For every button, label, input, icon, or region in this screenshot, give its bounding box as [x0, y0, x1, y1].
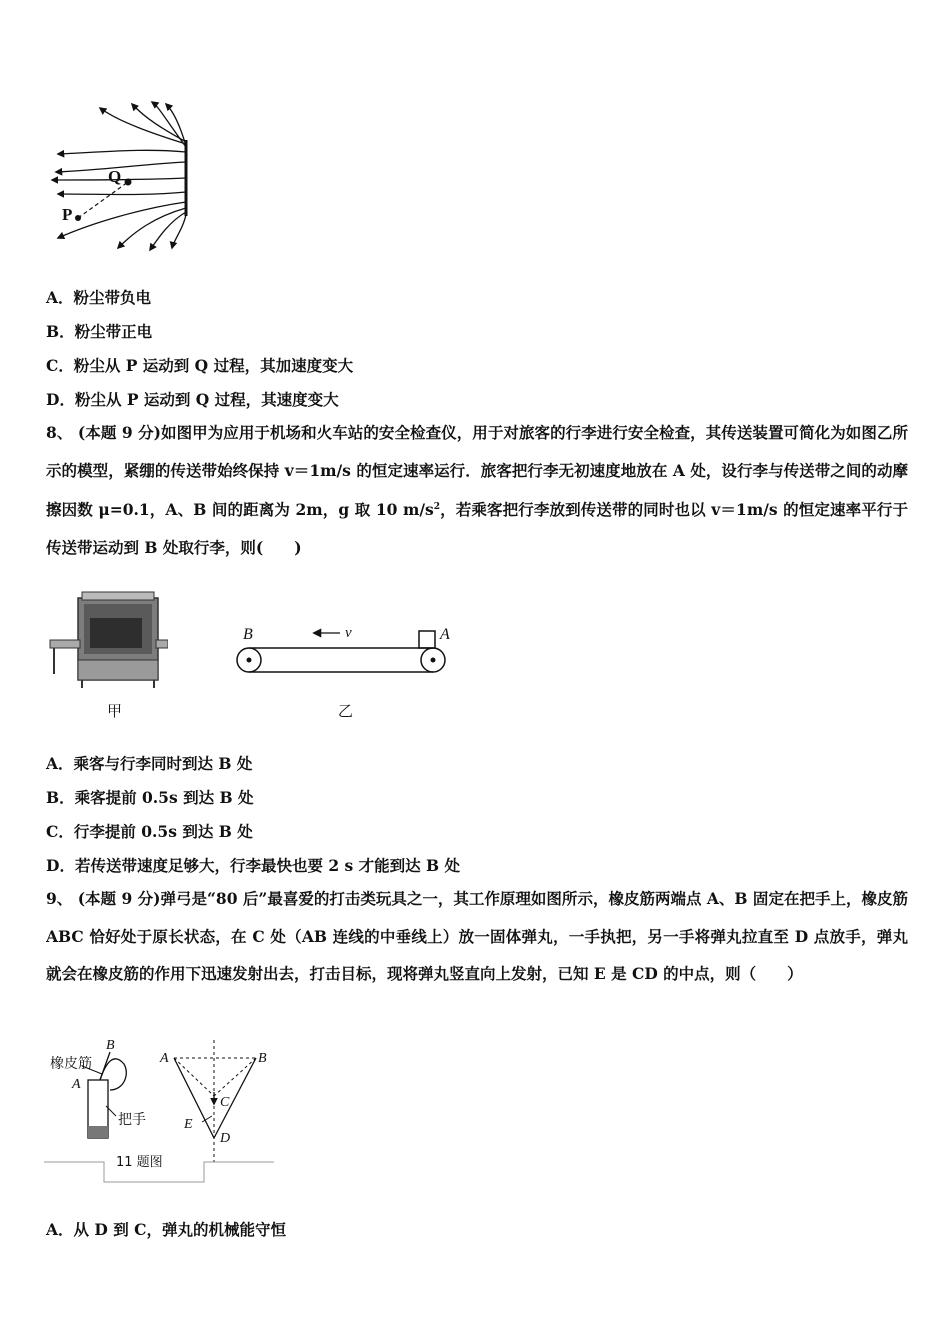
label-e: E: [184, 1117, 193, 1132]
q8-option-d: D．若传送带速度足够大，行李最快也要 2 s 才能到达 B 处: [46, 856, 461, 875]
label-d: D: [220, 1131, 231, 1146]
label-a: A: [440, 626, 450, 643]
q9-stem: 9、 (本题 9 分)弹弓是“80 后”最喜爱的打击类玩具之一，其工作原理如图所示，橡皮筋两端点 A、B 固定在把手上，橡皮筋 ABC 恰好处于原长状态，在 C 处（AB 连线的中垂线上）放一固体弹丸，一手执把，另一手将弹丸拉直至 D 点放手，弹丸就会在橡皮筋的作用下迅速发射出去，打击目标，现将弹丸竖直向上发射，已知 E 是 CD 的中点，则（ ）: [46, 889, 908, 983]
conveyor-belt-figure: [230, 620, 460, 690]
q9-option-a: A．从 D 到 C，弹丸的机械能守恒: [46, 1220, 286, 1239]
label-handle: 把手: [118, 1112, 146, 1128]
q8-stem: [46, 414, 908, 566]
label-v: v: [345, 625, 352, 641]
q7-option-b: B．粉尘带正电: [46, 322, 153, 341]
label-b-right: B: [258, 1051, 267, 1066]
q7-option-a: A．粉尘带负电: [46, 288, 152, 307]
label-p: P: [62, 205, 73, 224]
electric-field-figure: [44, 92, 204, 262]
q8-option-a: A．乘客与行李同时到达 B 处: [46, 754, 253, 773]
point-q: [125, 179, 132, 186]
label-b-left: B: [106, 1038, 115, 1053]
security-scanner-figure: [48, 590, 168, 690]
label-q: Q: [108, 167, 122, 186]
label-rubber-band: 橡皮筋: [50, 1056, 92, 1072]
q8-stem-superscript: 2: [433, 502, 441, 512]
luggage-box: [419, 631, 435, 648]
point-p: [75, 215, 81, 221]
label-c: C: [220, 1095, 230, 1110]
q8-option-b: B．乘客提前 0.5s 到达 B 处: [46, 788, 254, 807]
caption-yi: 乙: [338, 702, 354, 720]
q8-option-c: C．行李提前 0.5s 到达 B 处: [46, 822, 253, 841]
q7-option-c: C．粉尘从 P 运动到 Q 过程，其加速度变大: [46, 356, 354, 375]
caption-jia: 甲: [107, 702, 123, 720]
q8-stem-part-b: ，若乘客把行李放到传送带的同时也以 v＝1m/s 的恒定速率平行于传送带运动到 B 处取行李，则( ): [46, 500, 909, 557]
label-a-right: A: [160, 1051, 169, 1066]
label-b: B: [243, 626, 253, 643]
q8-stem-part-a: 8、 (本题 9 分)如图甲为应用于机场和火车站的安全检查仪，用于对旅客的行李进行安全检查，其传送装置可简化为如图乙所示的模型，紧绷的传送带始终保持 v＝1m/s 的恒定速率运行．旅客把行李无初速度地放在 A 处，设行李与传送带之间的动摩擦因数 μ=0.1，A、B 间的距离为 2m，g 取 10 m/s: [46, 423, 908, 520]
figure-caption: 11 题图: [116, 1155, 163, 1170]
q7-option-d: D．粉尘从 P 运动到 Q 过程，其速度变大: [46, 390, 339, 409]
label-a-left: A: [72, 1077, 81, 1092]
slingshot-figure: [44, 1034, 276, 1184]
